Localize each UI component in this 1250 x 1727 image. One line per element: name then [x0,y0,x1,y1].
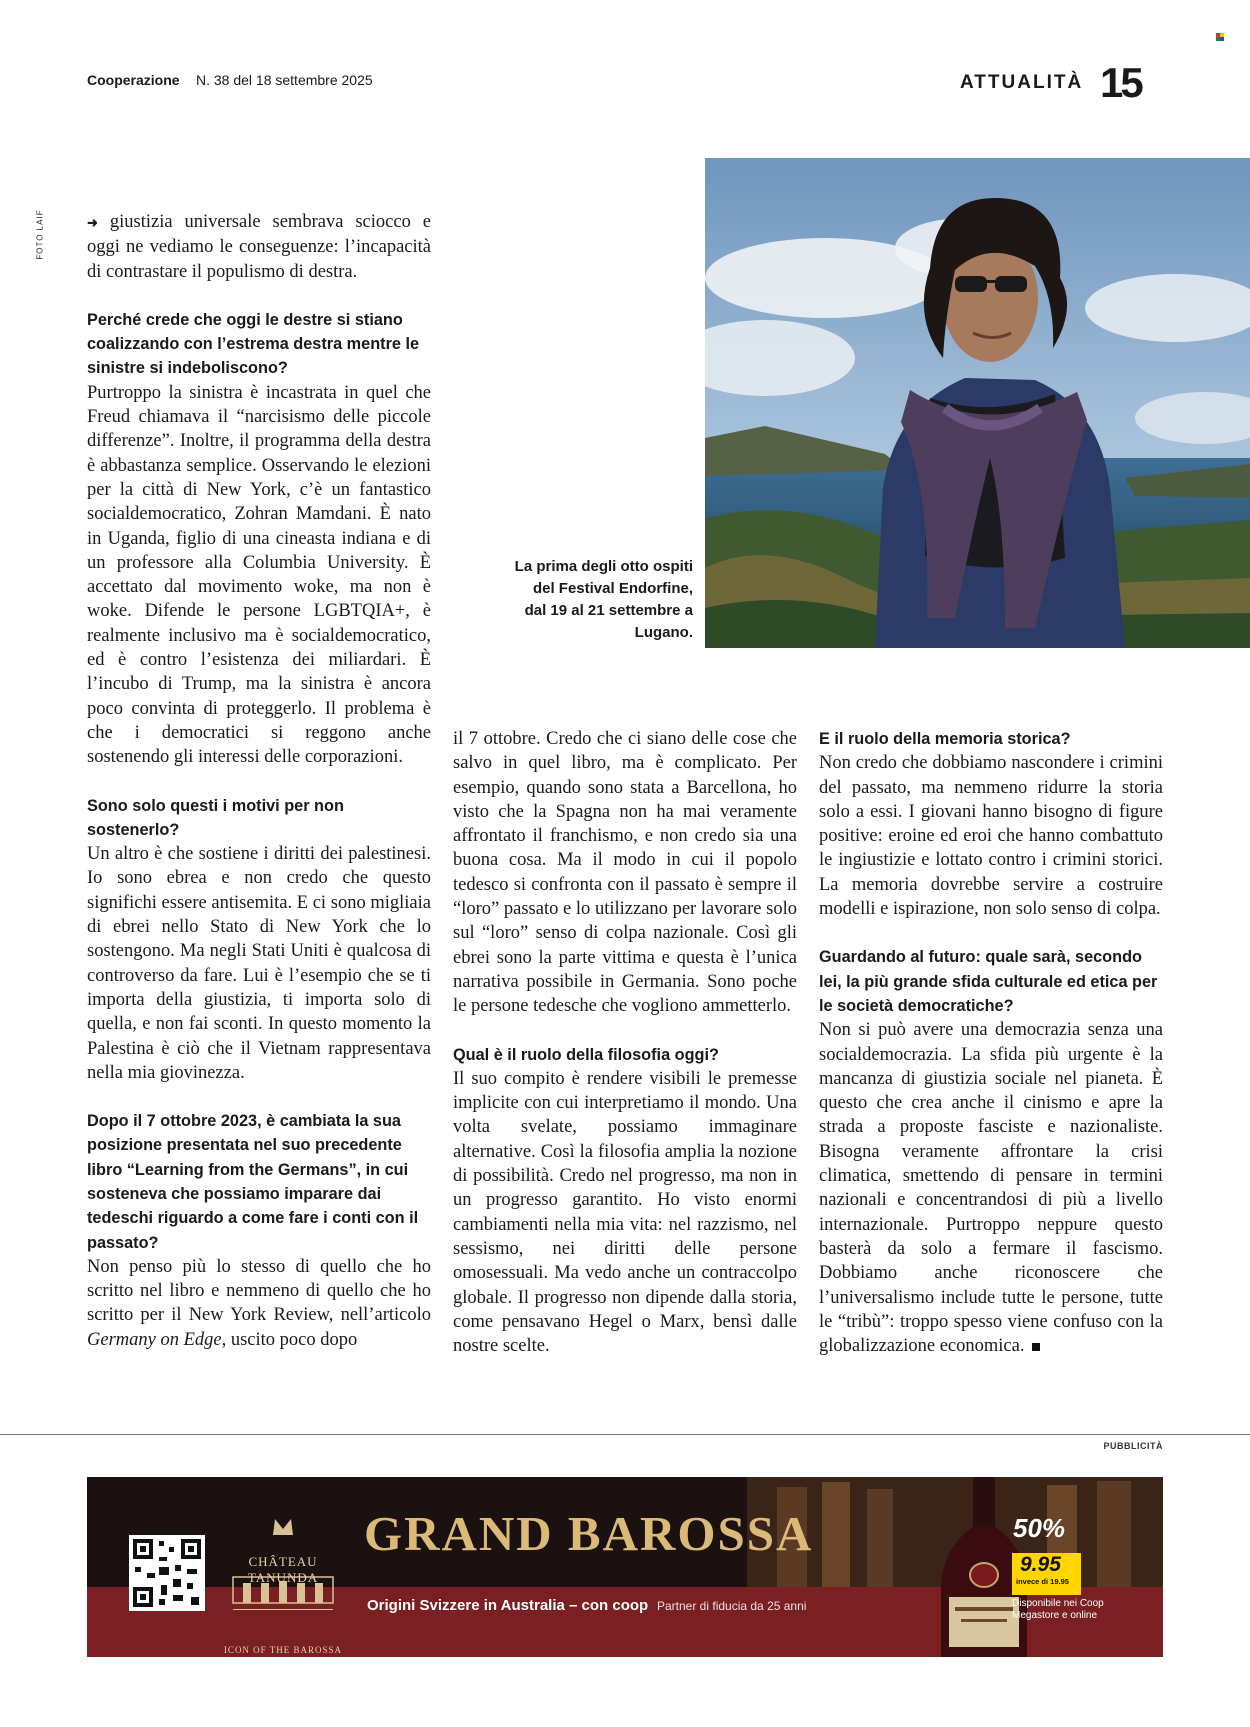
ad-label: PUBBLICITÀ [1103,1441,1163,1451]
ad-headline: GRAND BAROSSA [364,1506,814,1561]
interview-question: Qual è il ruolo della filosofia oggi? [453,1045,719,1064]
section-title: ATTUALITÀ [960,72,1084,93]
issue-info: N. 38 del 18 settembre 2025 [196,72,373,88]
answer-paragraph: Un altro è che sostiene i diritti dei palestinesi. Io sono ebrea e non credo che questo significhi essere antisemita. E ci sono migliaia di ebrei nello Stato di New York che lo sostengono. Ma negli Stati Uniti è qualcosa di controverso da fare. Lui è l’esempio che se ti importa della giustizia, ti importa solo di quella, e non fai sconti. In questo momento la Palestina è ciò che il Vietnam rappresentava nella mia giovinezza. [87,844,431,1083]
print-color-mark [1216,33,1224,41]
page-number: 15 [1100,59,1141,106]
qr-code-icon[interactable] [129,1535,205,1611]
article-column-2 [453,727,797,1358]
answer-paragraph: ➜ giustizia universale sembrava sciocco e oggi ne vediamo le conseguenze: l’incapacità di contrastare il populismo di destra. [87,212,431,282]
interview-question: Perché crede che oggi le destre si stiano coalizzando con l’estrema destra mentre le sinistre si indeboliscono? [87,310,420,378]
discount-badge: 50% [1013,1513,1066,1543]
portrait-photo [705,158,1250,648]
ad-tagline: Origini Svizzere in Australia – con coop [367,1597,649,1614]
photo-credit: FOTO LAIF [35,209,45,260]
article-column-1 [87,210,431,1352]
answer-paragraph: Il suo compito è rendere visibili le premesse implicite con cui interpretiamo il mondo. Una volta svelate, possiamo immaginare alternative. Così la filosofia amplia la nozione di possibilità. Credo nel progresso, ma non in un progresso garantito. Ho visto enormi cambiamenti nella mia vita: nel razzismo, nel sessismo, nei diritti delle persone omosessuali. Ma vedo anche un contraccolpo globale. Il progresso non dipende dalla storia, come pensavano Hegel o Marx, bensì dalle nostre scelte. [453,1068,797,1357]
end-of-article-icon [1032,1343,1040,1351]
interview-question: Guardando al futuro: quale sarà, secondo lei, la più grande sfida culturale ed etica per le società democratiche? [819,948,1158,1015]
publication-name: Cooperazione [87,72,180,88]
answer-paragraph: Non credo che dobbiamo nascondere i crimini del passato, ma nemmeno ridurre la storia solo a essi. I giovani hanno bisogno di figure positive: eroine ed eroi che hanno combattuto le ingiustizie e lottato contro i crimini storici. La memoria dovrebbe servire a costruire modelli e ispirazione, non solo senso di colpa. [819,753,1163,920]
interview-question: E il ruolo della memoria storica? [819,730,1071,748]
article-title-italic: Germany on Edge, [87,1329,227,1350]
brand-name: CHÂTEAU TANUNDA [247,1554,319,1585]
interview-question: Dopo il 7 ottobre 2023, è cambiata la sua posizione presentata nel suo precedente libro “Learning from the Germans”, in cui sosteneva che possiamo imparare dai tedeschi riguardo a come fare i conti con il passato? [87,1112,419,1252]
answer-paragraph: Non si può avere una democrazia senza una socialdemocrazia. La sfida più urgente è la mancanza di giustizia sociale nel pianeta. È questo che crea anche il cinismo e apre la strada a proposte fasciste e nazionaliste. Bisogna veramente affrontare la crisi climatica, smettendo di pensare in termini nazionali e concentrandosi di più a livello internazionale. Purtroppo neppure questo basterà da solo a fermare il fascismo. Dobbiamo anche riconoscere che l’universalismo include tutte le persone, tutte le “tribù”: troppo spesso viene confuso con la globalizzazione economica. [819,1020,1163,1357]
sale-price: 9.95 [1020,1553,1061,1576]
answer-paragraph: Purtroppo la sinistra è incastrata in quel che Freud chiamava il “narcisismo delle piccole differenze”. Inoltre, il programma della destra è abbastanza semplice. Osservando le elezioni per la città di New York, c’è un fantastico socialdemocratico, Zohran Mamdani. È nato in Uganda, figlio di una cineasta indiana e di un professore alla Columbia University. È accettato dal movimento woke, ma non è woke. Difende le persone LGBTQIA+, è realmente inclusivo ma è socialdemocratico, ed è contro l’esistenza dei miliardari. È l’incubo di Trump, ma la sinistra è ancora poco convinta di proteggerlo. Il problema è che i democratici si reggono anche sostenendo gli interessi delle corporazioni. [87,382,431,768]
ad-partner-text: Partner di fiducia da 25 anni [657,1599,807,1613]
article-column-3 [819,727,1163,1358]
availability-text: Disponibile nei Coop Megastore e online [1012,1598,1104,1621]
answer-paragraph: il 7 ottobre. Credo che ci siano delle cose che salvo in quel libro, ma è complicato. Per esempio, quando sono stata a Barcellona, ho visto che la Spagna non ha mai veramente affrontato il franchismo, e non credo sia una buona cosa. Ma il modo in cui il popolo tedesco si confronta con il passato è sempre il “loro” passato e lo utilizzano per lavorare solo sul “loro” senso di colpa nazionale. Così gli ebrei sono la parte vittima e questa è l’unica narrativa possibile in Germania. Sono poche le persone tedesche che vogliono ammetterlo. [453,729,797,1017]
ad-divider [0,1434,1250,1435]
original-price: invece di 19.95 [1016,1577,1069,1586]
answer-paragraph: Non penso più lo stesso di quello che ho scritto nel libro e nemmeno di quello che ho scritto per il New York Review, nell’articolo Germany on Edge, uscito poco dopo [87,1256,431,1350]
interview-question: Sono solo questi i motivi per non sostenerlo? [87,796,344,839]
advertisement-banner[interactable] [87,1477,1163,1657]
photo-caption: La prima degli otto ospiti del Festival Endorfine, dal 19 al 21 settembre a Lugano. [514,558,693,641]
brand-subtitle: ICON OF THE BAROSSA [223,1645,343,1655]
continuation-arrow-icon: ➜ [87,215,98,230]
